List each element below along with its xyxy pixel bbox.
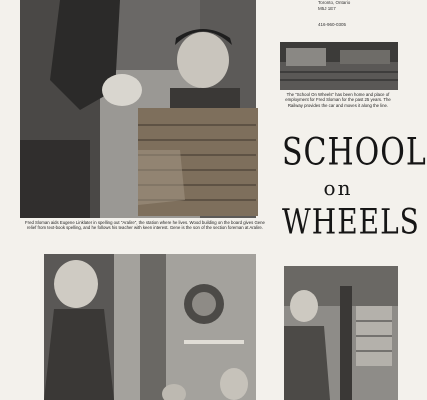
photo-teacher-and-boy	[20, 0, 256, 218]
address-line-2: M5J 1E7	[318, 6, 336, 11]
address-block	[318, 0, 400, 28]
photo-railway-car-interior	[284, 266, 398, 400]
photo-teacher-at-board	[44, 254, 256, 400]
caption-teacher-and-boy: Fred Sloman aids Eugene Linklater in spelling out "Aralire", the station where he lives. Wood building on the board gives Gene relief from text-book spelling, and he follows his teacher with keen interest. Gene is the son of the section foreman at Aralire.	[25, 220, 265, 231]
headline-school: SCHOOL	[282, 130, 427, 175]
caption-school-on-wheels: The "School On Wheels" has been home and place of employment for Fred Sloman for the past 25 years. The Railway provides the car and moves it along the line.	[285, 92, 391, 108]
address-line-1: Toronto, Ontario	[318, 0, 351, 5]
headline	[282, 130, 427, 242]
headline-on: on	[323, 176, 353, 200]
headline-wheels: WHEELS	[282, 200, 420, 242]
photo-railway-car-exterior	[280, 42, 398, 90]
phone-number: 416-960-0305	[318, 22, 347, 27]
